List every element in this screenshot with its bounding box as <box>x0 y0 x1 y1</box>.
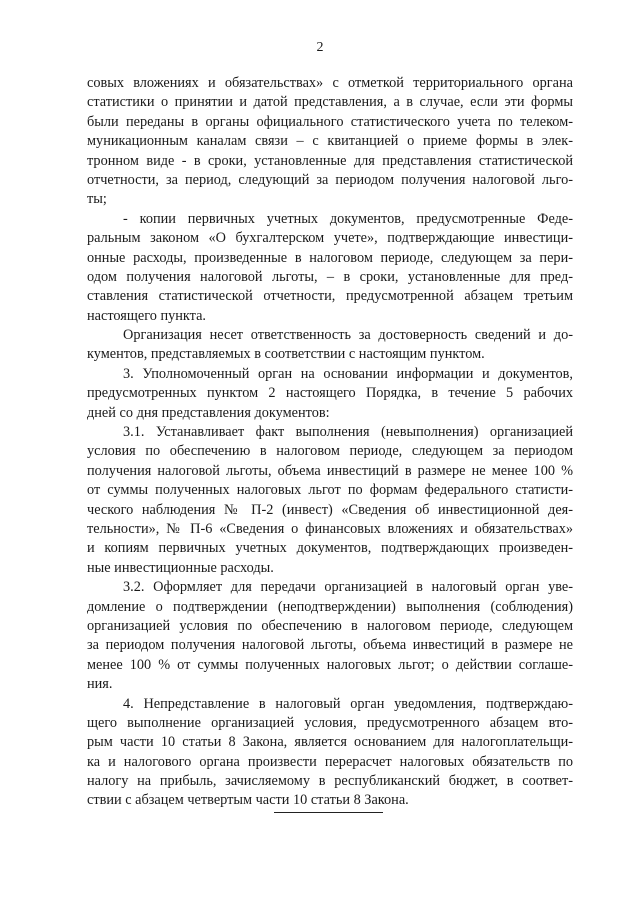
text-line: 4. Непредставление в налоговый орган уведомления, подтверждаю- <box>123 695 573 712</box>
paragraph-copies <box>87 210 573 326</box>
text-line: муникационным каналам связи – с квитанцией о приеме формы в элек- <box>87 133 573 150</box>
text-line: онные расходы, произведенные в налоговом периоде, следующем за пери- <box>87 249 573 266</box>
text-line: ставления статистической отчетности, предусмотренной абзацем третьим <box>87 288 573 305</box>
text-line: одом получения налоговой льготы, – в сроки, установленные для пред- <box>87 268 573 285</box>
text-line: ральным законом «О бухгалтерском учете», подтверждающие инвестици- <box>87 230 573 247</box>
text-line: предусмотренных пунктом 2 настоящего Порядка, в течение 5 рабочих <box>87 385 573 402</box>
text-line: ческого наблюдения № П-2 (инвест) «Сведения об инвестиционной дея- <box>87 501 573 518</box>
text-line: статистики о принятии и датой представления, а в случае, если эти формы <box>87 94 573 111</box>
text-line: тронном виде - в сроки, установленные для представления статистической <box>87 152 573 169</box>
paragraph-cont <box>87 74 573 210</box>
text-line: совых вложениях и обязательствах» с отметкой территориального органа <box>87 75 573 91</box>
document-body <box>87 74 573 811</box>
text-line: налогу на прибыль, зачисляемому в республиканский бюджет, в соответ- <box>87 773 573 790</box>
text-line: 3.2. Оформляет для передачи организацией в налоговый орган уве- <box>123 579 573 596</box>
text-line: ка и налогового органа произвести перерасчет налоговых обязательств по <box>87 753 573 770</box>
text-line: от суммы полученных налоговых льгот по формам федерального статисти- <box>87 482 573 499</box>
text-line: получения налоговой льготы, объема инвестиций в размере не менее 100 % <box>87 462 573 479</box>
paragraph-item3-2 <box>87 578 573 694</box>
paragraph-item3-1 <box>87 423 573 578</box>
text-line: ные инвестиционные расходы. <box>87 559 274 576</box>
paragraph-item3 <box>87 365 573 423</box>
text-line: за периодом получения налоговой льготы, объема инвестиций в размере не <box>87 637 573 654</box>
bottom-rule <box>274 812 383 813</box>
text-line: и копиям первичных учетных документов, подтверждающих произведен- <box>87 540 573 557</box>
paragraph-item4 <box>87 695 573 811</box>
text-line: кументов, представляемых в соответствии с настоящим пунктом. <box>87 346 485 363</box>
text-line: ствии с абзацем четвертым части 10 статьи 8 Закона. <box>87 792 409 809</box>
page-number: 2 <box>316 40 324 55</box>
text-line: менее 100 % от суммы полученных налоговых льгот; о действии соглаше- <box>87 656 573 673</box>
text-line: тельности», № П-6 «Сведения о финансовых вложениях и обязательствах» <box>87 520 573 537</box>
text-line: ты; <box>87 191 107 208</box>
text-line: домление о подтверждении (неподтверждении) выполнения (соблюдения) <box>87 598 573 615</box>
text-line: условия по обеспечению в налоговом периоде, следующем за периодом <box>87 443 573 460</box>
text-line: щего выполнение организацией условия, предусмотренного абзацем вто- <box>87 714 573 731</box>
text-line: 3. Уполномоченный орган на основании информации и документов, <box>123 365 573 382</box>
text-line: отчетности, за период, следующий за периодом получения налоговой льго- <box>87 171 573 188</box>
text-line: настоящего пункта. <box>87 307 206 324</box>
text-line: дней со дня представления документов: <box>87 404 330 421</box>
text-line: - копии первичных учетных документов, предусмотренные Феде- <box>123 210 573 227</box>
text-line: ния. <box>87 676 113 693</box>
text-line: 3.1. Устанавливает факт выполнения (невыполнения) организацией <box>123 424 573 441</box>
text-line: были переданы в органы официального статистического учета по телеком- <box>87 113 573 130</box>
text-line: рым части 10 статьи 8 Закона, является основанием для налогоплательщи- <box>87 734 573 751</box>
text-line: Организация несет ответственность за достоверность сведений и до- <box>123 327 573 344</box>
paragraph-responsibility <box>87 326 573 365</box>
text-line: организацией условия по обеспечению в налоговом периоде, следующем <box>87 617 573 634</box>
